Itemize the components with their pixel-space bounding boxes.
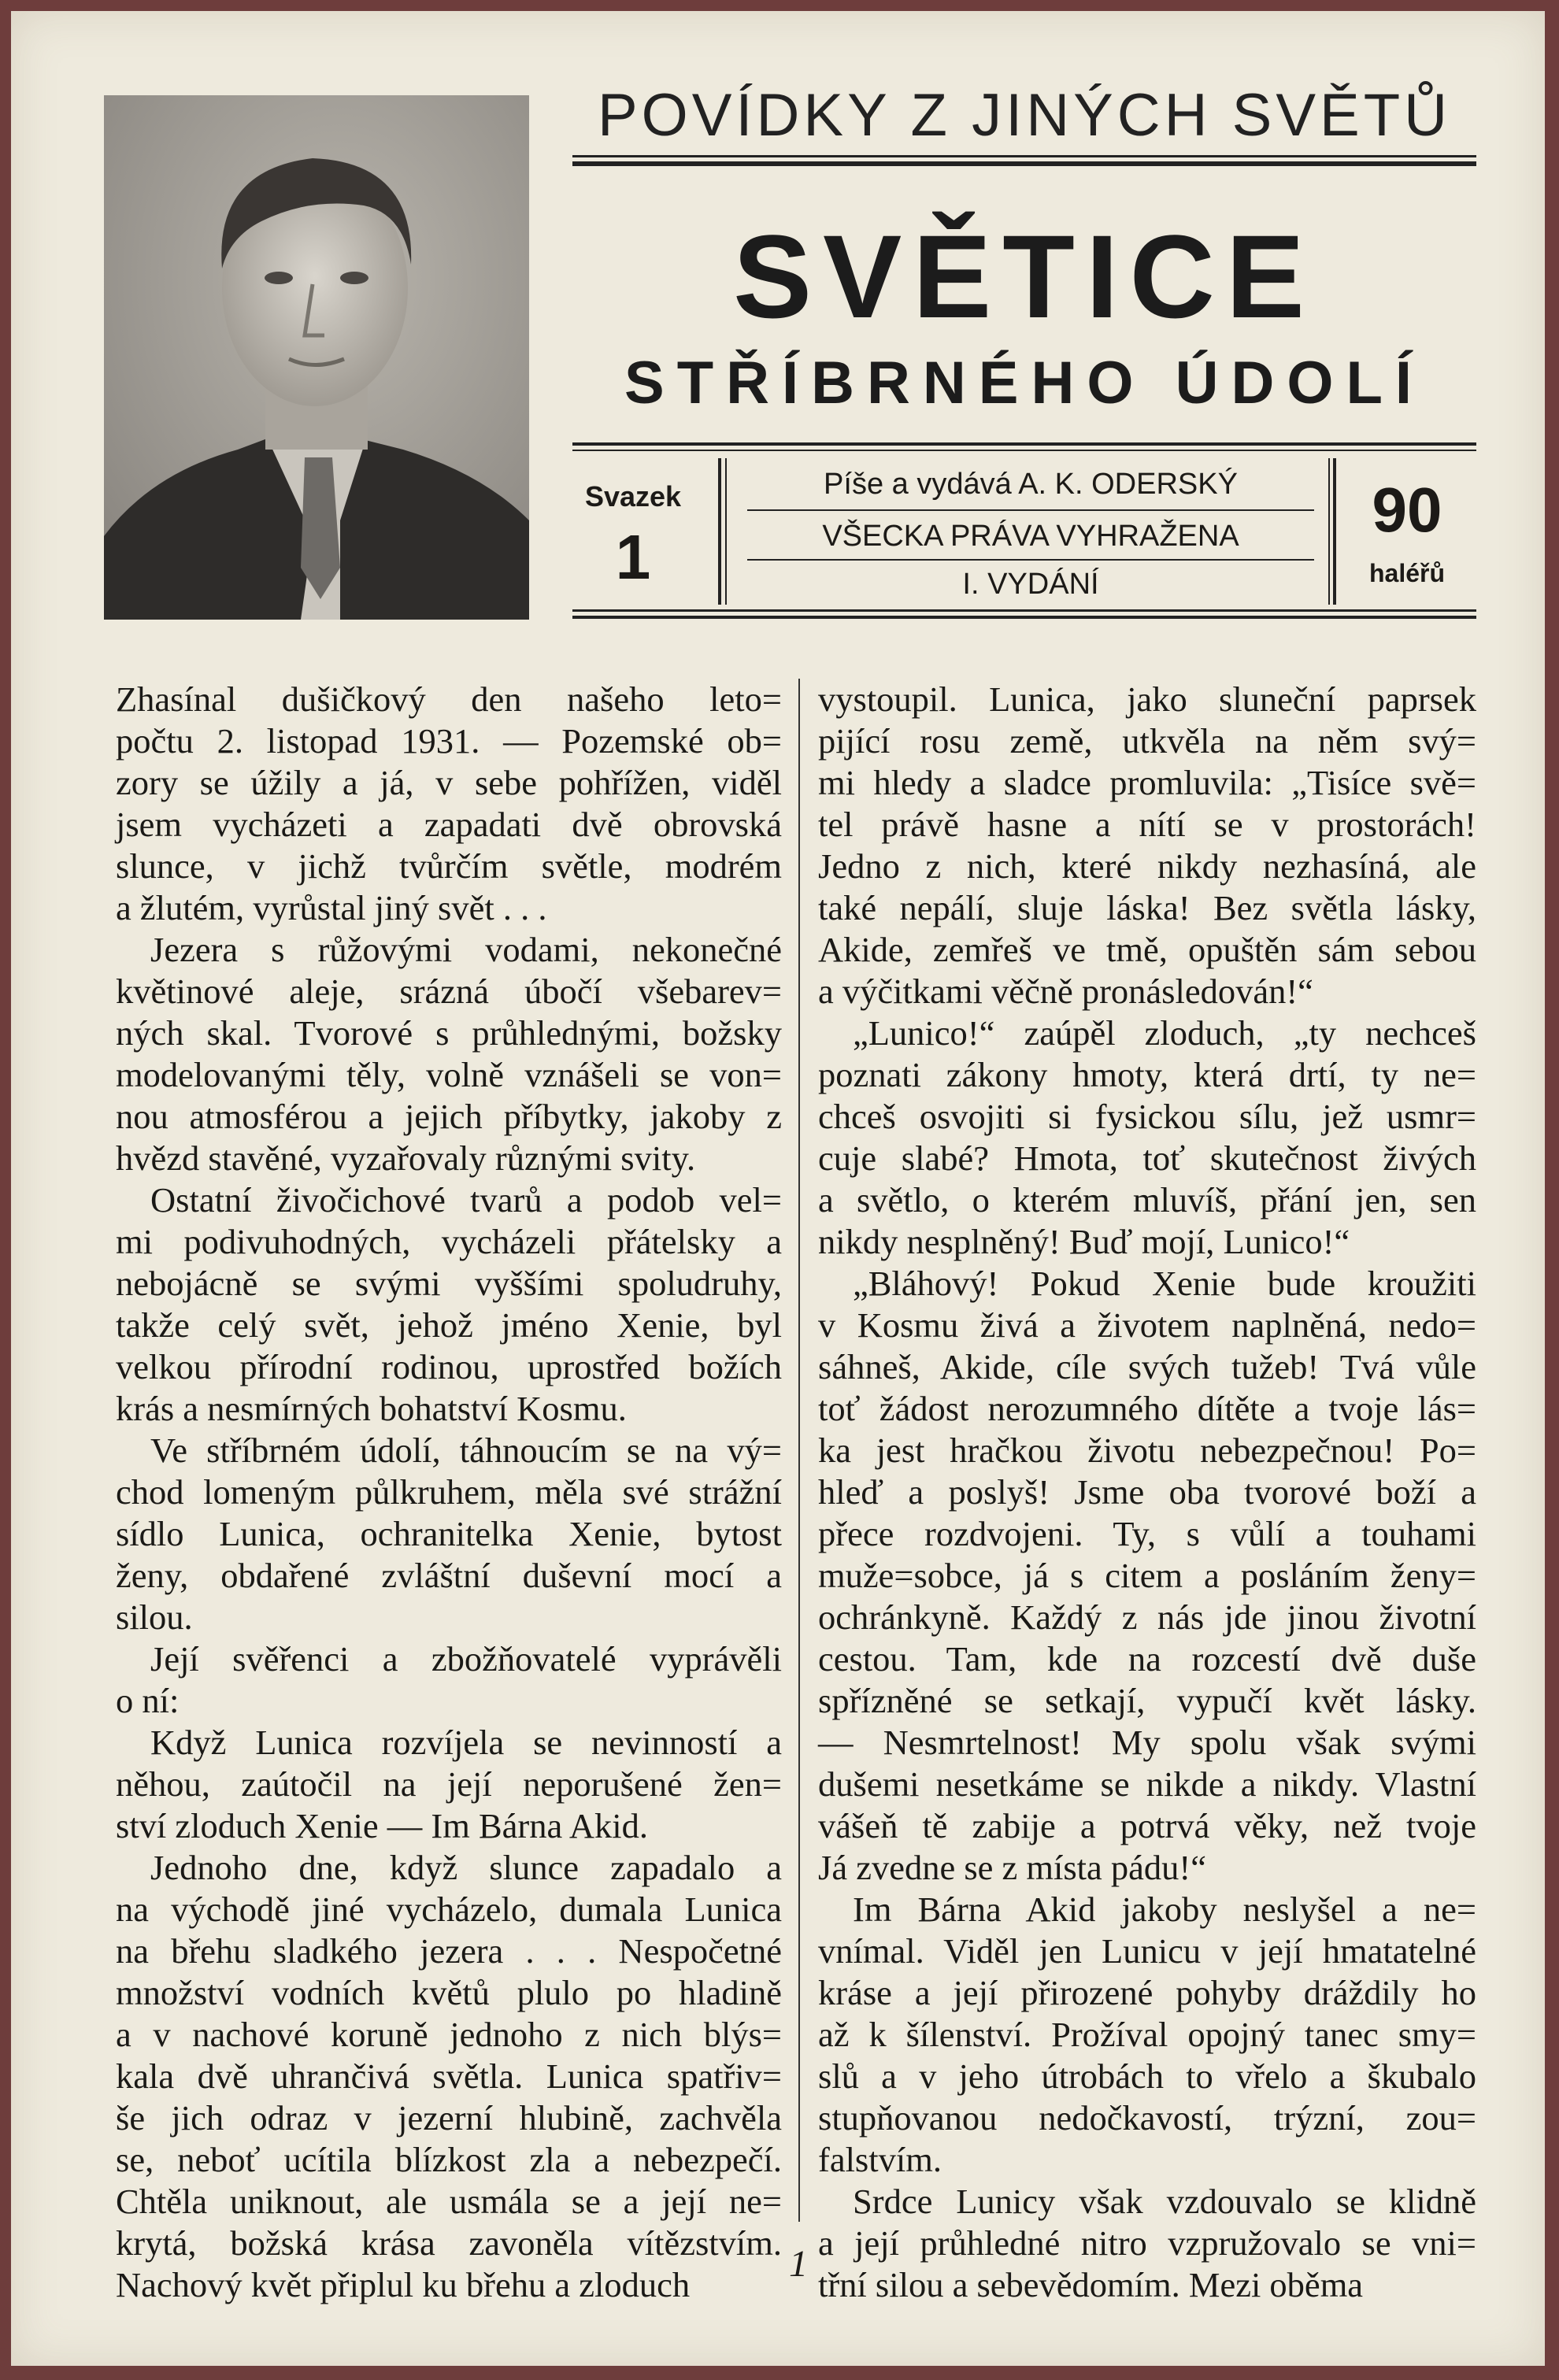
author-portrait <box>104 95 529 620</box>
text-line: počtu 2. listopad 1931. — Pozemské ob= <box>116 721 782 761</box>
text-line: až k šílenství. Prožíval opojný tanec smy= <box>818 2015 1476 2054</box>
text-line: přece rozdvojeni. Ty, s vůlí a touhami <box>818 1514 1476 1553</box>
text-line: ných skal. Tvorové s průhlednými, božsky <box>116 1013 782 1053</box>
rights-line: VŠECKA PRÁVA VYHRAŽENA <box>822 520 1239 553</box>
text-line: Akide, zemřeš ve tmě, opuštěn sám sebou <box>818 930 1476 969</box>
text-line: jsem vycházeti a zapadati dvě obrovská <box>116 805 782 844</box>
paragraph <box>818 1263 1476 1889</box>
text-line: sídlo Lunica, ochranitelka Xenie, bytost <box>116 1514 782 1553</box>
paragraph <box>818 1889 1476 2181</box>
text-line: poznati zákony hmoty, která drtí, ty ne= <box>818 1055 1476 1094</box>
paragraph <box>116 929 782 1179</box>
text-line: Zhasínal dušičkový den našeho leto= <box>116 679 782 719</box>
author-line: Píše a vydává A. K. ODERSKÝ <box>824 468 1238 501</box>
text-line: muže=sobce, já s citem a posláním ženy= <box>818 1556 1476 1595</box>
text-line: slů a v jeho útrobách to vřelo a škubalo <box>818 2056 1476 2096</box>
paragraph <box>116 679 782 929</box>
page-number: 1 <box>789 2243 808 2285</box>
text-line: Srdce Lunicy však vzdouvalo se klidně <box>853 2182 1476 2221</box>
text-line: se, neboť ucítila blízkost zla a nebezpečí. <box>116 2140 782 2179</box>
text-line: mi podivuhodných, vycházeli přátelsky a <box>116 1222 782 1261</box>
text-line: zory se úžily a já, v sebe pohřížen, viděl <box>116 763 782 802</box>
paragraph <box>116 1847 782 2306</box>
info-rule-bottom-thin <box>572 609 1476 612</box>
paragraph <box>818 679 1476 1012</box>
volume-label: Svazek <box>584 480 682 513</box>
text-line: še jich odraz v jezerní hlubině, zachvěla <box>116 2098 782 2138</box>
info-rule-top <box>572 442 1476 446</box>
info-divider-thin <box>725 458 727 605</box>
edition-line: I. VYDÁNÍ <box>962 568 1099 601</box>
title-rule-thick <box>572 161 1476 166</box>
text-line: vystoupil. Lunica, jako sluneční paprsek <box>818 679 1476 719</box>
text-line: množství vodních květů plulo po hladině <box>116 1973 782 2012</box>
text-line: na břehu sladkého jezera . . . Nespočetné <box>116 1931 782 1971</box>
info-mid-rule <box>747 509 1314 511</box>
price-unit: haléřů <box>1368 559 1446 587</box>
paragraph <box>116 1722 782 1847</box>
text-line: Já zvedne se z místa pádu!“ <box>818 1848 1206 1887</box>
text-line: Ostatní živočichové tvarů a podob vel= <box>150 1180 782 1220</box>
info-divider <box>1333 458 1336 605</box>
text-line: mi hledy a sladce promluvila: „Tisíce svě= <box>818 763 1476 802</box>
text-line: Chtěla uniknout, ale usmála se a její ne= <box>116 2182 782 2221</box>
text-line: Jednoho dne, když slunce zapadalo a <box>150 1848 782 1887</box>
text-line: Její svěřenci a zbožňovatelé vyprávěli <box>150 1639 782 1679</box>
info-divider <box>718 458 721 605</box>
info-rule-top-thin <box>572 450 1476 451</box>
text-line: cestou. Tam, kde na rozcestí dvě duše <box>818 1639 1476 1679</box>
text-line: tel právě hasne a nítí se v prostorách! <box>818 805 1476 844</box>
text-line: o ní: <box>116 1681 180 1720</box>
text-line: velkou přírodní rodinou, uprostřed božích <box>116 1347 782 1386</box>
text-line: dušemi nesetkáme se nikde a nikdy. Vlastní <box>818 1764 1476 1804</box>
text-line: kala dvě uhrančivá světla. Lunica spatřiv= <box>116 2056 782 2096</box>
series-title: POVÍDKY Z JINÝCH SVĚTŮ <box>597 82 1452 149</box>
text-line: něhou, zaútočil na její neporušené žen= <box>116 1764 782 1804</box>
text-line: „Bláhový! Pokud Xenie bude kroužiti <box>853 1264 1476 1303</box>
title-rule <box>572 155 1476 157</box>
text-line: krás a nesmírných bohatství Kosmu. <box>116 1389 627 1428</box>
text-line: slunce, v jichž tvůrčím světle, modrém <box>116 846 782 886</box>
text-line: pijící rosu země, utkvěla na něm svý= <box>818 721 1476 761</box>
column-rule <box>798 679 800 2222</box>
text-line: — Nesmrtelnost! My spolu však svými <box>818 1723 1476 1762</box>
info-rule-bottom <box>572 616 1476 619</box>
text-line: falstvím. <box>818 2140 942 2179</box>
page <box>11 11 1545 2366</box>
text-line: krytá, božská krása zavoněla vítězstvím. <box>116 2223 782 2263</box>
text-line: sáhneš, Akide, cíle svých tužeb! Tvá vůle <box>818 1347 1476 1386</box>
paragraph <box>818 2181 1476 2306</box>
text-line: chceš osvojiti si fysickou sílu, jež usmr= <box>818 1097 1476 1136</box>
text-line: ženy, obdařené zvláštní duševní mocí a <box>116 1556 782 1595</box>
text-line: ka jest hračkou životu nebezpečnou! Po= <box>818 1431 1476 1470</box>
right-text-column <box>818 679 1476 2306</box>
text-line: spřízněné se setkají, vypučí květ lásky. <box>818 1681 1476 1720</box>
paragraph <box>818 1012 1476 1263</box>
text-line: nou atmosférou a jejich příbytky, jakoby z <box>116 1097 782 1136</box>
paragraph <box>116 1179 782 1430</box>
text-line: ochránkyně. Každý z nás jde jinou životní <box>818 1597 1476 1637</box>
subtitle: STŘÍBRNÉHO ÚDOLÍ <box>624 350 1424 416</box>
text-line: a její průhledné nitro vzpružovalo se vni= <box>818 2223 1476 2263</box>
text-line: hvězd stavěné, vyzařovaly různými svity. <box>116 1138 696 1178</box>
text-line: hleď a poslyš! Jsme oba tvorové boží a <box>818 1472 1476 1512</box>
text-line: nebojácně se svými vyššími spoludruhy, <box>116 1264 782 1303</box>
text-line: „Lunico!“ zaúpěl zloduch, „ty nechceš <box>853 1013 1476 1053</box>
text-line: květinové aleje, srázná úbočí všebarev= <box>116 972 782 1011</box>
text-line: Im Bárna Akid jakoby neslyšel a ne= <box>853 1890 1476 1929</box>
text-line: cuje slabé? Hmota, toť skutečnost živých <box>818 1138 1476 1178</box>
text-line: ství zloduch Xenie — Im Bárna Akid. <box>116 1806 649 1845</box>
main-title: SVĚTICE <box>733 210 1316 342</box>
text-line: vášeň tě zabije a potrvá věky, než tvoje <box>818 1806 1476 1845</box>
text-line: chod lomeným půlkruhem, měla své strážní <box>116 1472 782 1512</box>
text-line: v Kosmu živá a životem naplněná, nedo= <box>818 1305 1476 1345</box>
price-value: 90 <box>1372 475 1442 545</box>
info-box <box>572 442 1476 625</box>
text-line: a výčitkami věčně pronásledován!“ <box>818 972 1313 1011</box>
info-mid-rule <box>747 559 1314 561</box>
text-line: Ve stříbrném údolí, táhnoucím se na vý= <box>150 1431 782 1470</box>
text-line: Jezera s růžovými vodami, nekonečné <box>150 930 782 969</box>
paragraph <box>116 1638 782 1722</box>
text-line: Jedno z nich, které nikdy nezhasíná, ale <box>818 846 1476 886</box>
text-line: Když Lunica rozvíjela se nevinností a <box>150 1723 782 1762</box>
text-line: na východě jiné vycházelo, dumala Lunica <box>116 1890 782 1929</box>
text-line: také nepálí, sluje láska! Bez světla lásky, <box>818 888 1476 927</box>
text-line: kráse a její přirozené pohyby dráždily ho <box>818 1973 1476 2012</box>
text-line: silou. <box>116 1597 193 1637</box>
text-line: takže celý svět, jehož jméno Xenie, byl <box>116 1305 782 1345</box>
volume-number: 1 <box>615 522 651 592</box>
text-line: nikdy nesplněný! Buď mojí, Lunico!“ <box>818 1222 1350 1261</box>
text-line: modelovanými těly, volně vznášeli se von= <box>116 1055 782 1094</box>
text-line: stupňovanou nedočkavostí, trýzní, zou= <box>818 2098 1476 2138</box>
text-line: Nachový květ připlul ku břehu a zloduch <box>116 2265 691 2304</box>
text-line: a v nachové koruně jednoho z nich blýs= <box>116 2015 782 2054</box>
text-line: vnímal. Viděl jen Lunicu v její hmatatelné <box>818 1931 1476 1971</box>
text-line: a žlutém, vyrůstal jiný svět . . . <box>116 888 547 927</box>
text-line: a světlo, o kterém mluvíš, přání jen, sen <box>818 1180 1476 1220</box>
text-line: třní silou a sebevědomím. Mezi oběma <box>818 2265 1364 2304</box>
left-text-column <box>116 679 782 2306</box>
text-line: toť žádost nerozumného dítěte a tvoje lás= <box>818 1389 1476 1428</box>
paragraph <box>116 1430 782 1638</box>
info-divider-thin <box>1328 458 1330 605</box>
portrait-photo <box>104 95 529 620</box>
